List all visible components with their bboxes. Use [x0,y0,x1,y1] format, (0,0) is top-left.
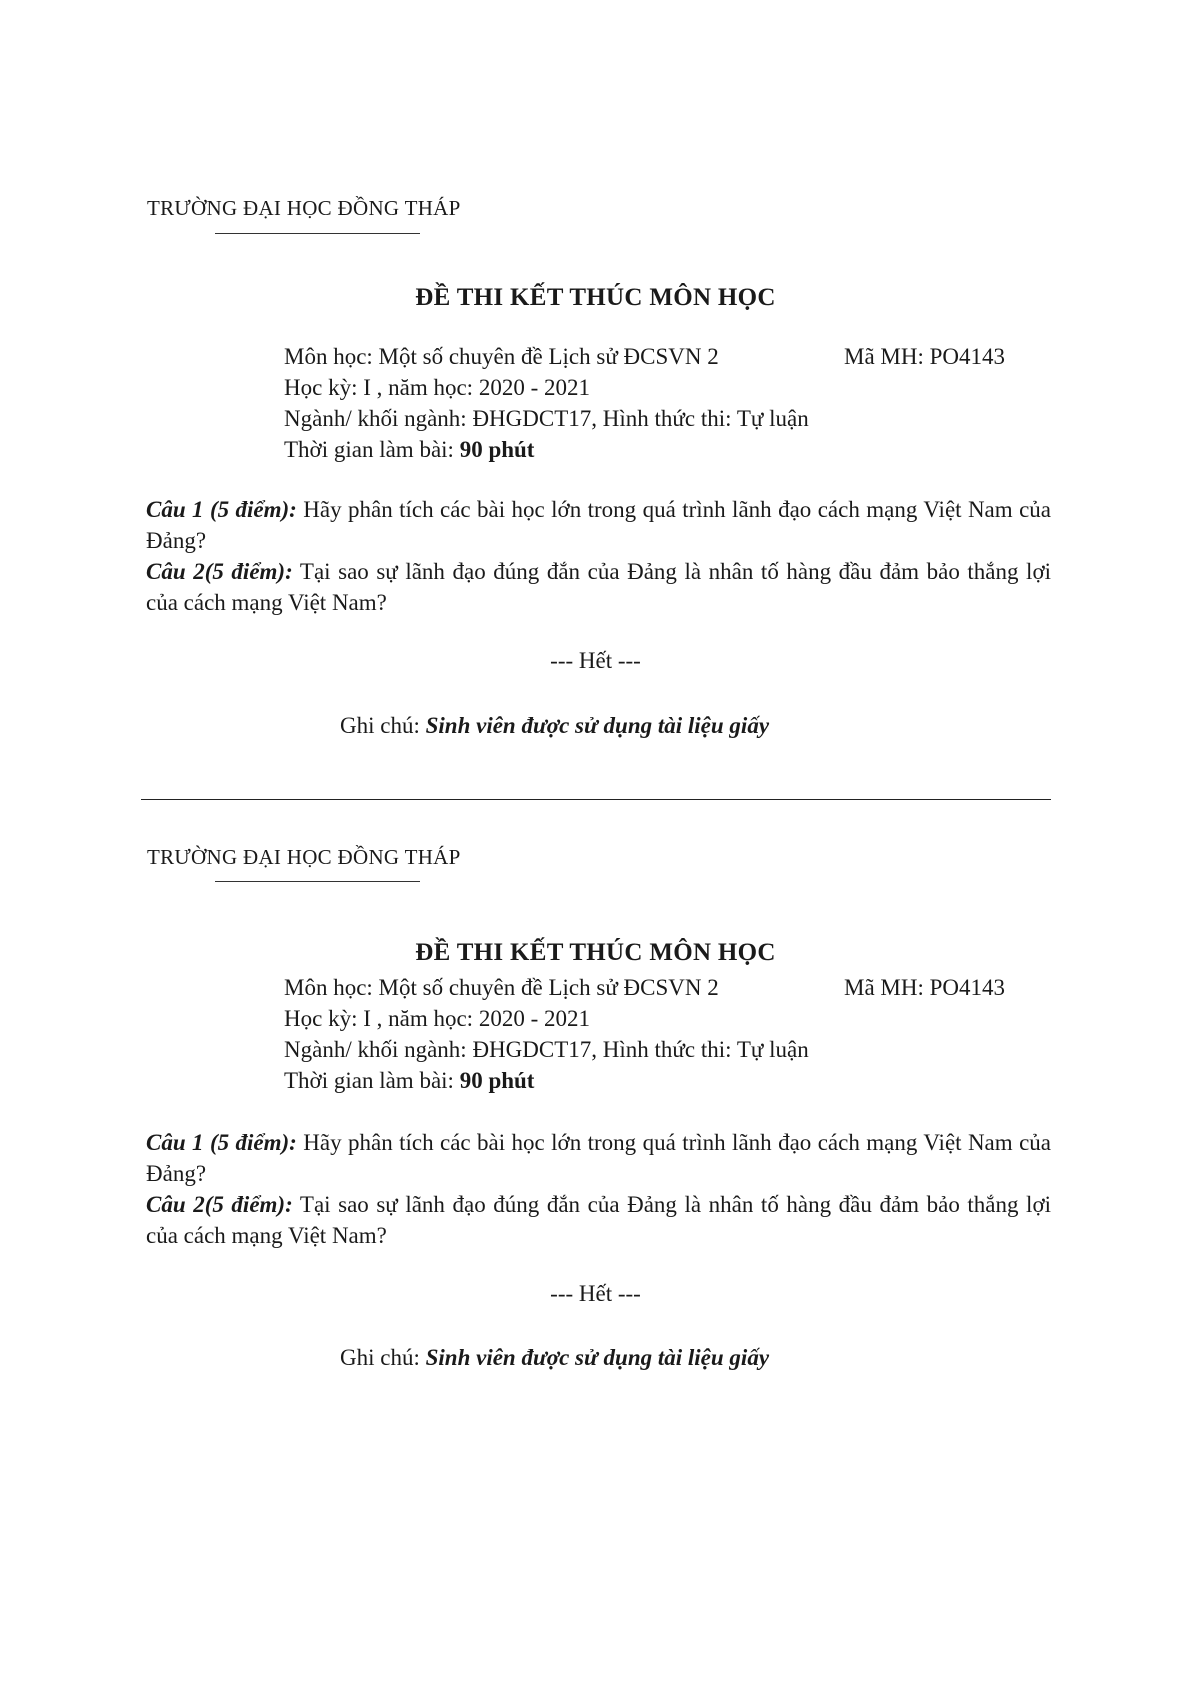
school-name: TRƯỜNG ĐẠI HỌC ĐỒNG THÁP [147,196,461,220]
time-line [284,434,809,465]
end-marker: --- Hết --- [550,648,641,673]
school-underline [215,233,420,234]
semester-line: Học kỳ: I , năm học: 2020 - 2021 [284,1006,590,1031]
note-text: Sinh viên được sử dụng tài liệu giấy [425,713,770,738]
major-line: Ngành/ khối ngành: ĐHGDCT17, Hình thức thi: Tự luận [284,1037,809,1062]
subject: Môn học: Một số chuyên đề Lịch sử ĐCSVN 2 [284,344,719,369]
exam-title: ĐỀ THI KẾT THÚC MÔN HỌC [415,284,776,311]
major-line: Ngành/ khối ngành: ĐHGDCT17, Hình thức thi: Tự luận [284,406,809,431]
question-1 [146,1127,1051,1189]
exam-title: ĐỀ THI KẾT THÚC MÔN HỌC [415,939,776,966]
question-1-text: Hãy phân tích các bài học lớn trong quá trình lãnh đạo cách mạng Việt Nam của Đảng? [146,497,1051,553]
question-2-text: Tại sao sự lãnh đạo đúng đắn của Đảng là nhân tố hàng đầu đảm bảo thắng lợi của cách mạng Việt Nam? [146,1192,1051,1248]
question-1-text: Hãy phân tích các bài học lớn trong quá trình lãnh đạo cách mạng Việt Nam của Đảng? [146,1130,1051,1186]
time-line [284,1065,809,1096]
subject: Môn học: Một số chuyên đề Lịch sử ĐCSVN 2 [284,975,719,1000]
note-label: Ghi chú: [340,1345,426,1370]
questions [146,494,1051,618]
question-1-label: Câu 1 (5 điểm): [146,497,297,522]
question-2-label: Câu 2(5 điểm): [146,1192,293,1217]
subject-line [284,972,1006,1003]
question-2 [146,556,1051,618]
time-value: 90 phút [459,1068,535,1093]
question-1-label: Câu 1 (5 điểm): [146,1130,297,1155]
exam-info [284,341,1006,465]
exam-info [284,972,1006,1096]
question-1 [146,494,1051,556]
course-code: Mã MH: PO4143 [844,344,1006,369]
time-label: Thời gian làm bài: [284,437,460,462]
end-marker: --- Hết --- [550,1281,641,1306]
subject-line [284,341,1006,372]
section-divider [141,799,1051,800]
note-label: Ghi chú: [340,713,426,738]
school-name: TRƯỜNG ĐẠI HỌC ĐỒNG THÁP [147,845,461,869]
question-2 [146,1189,1051,1251]
time-label: Thời gian làm bài: [284,1068,460,1093]
school-underline [215,881,420,882]
question-2-label: Câu 2(5 điểm): [146,559,293,584]
note [340,713,769,739]
note-text: Sinh viên được sử dụng tài liệu giấy [425,1345,770,1370]
question-2-text: Tại sao sự lãnh đạo đúng đắn của Đảng là nhân tố hàng đầu đảm bảo thắng lợi của cách mạng Việt Nam? [146,559,1051,615]
semester-line: Học kỳ: I , năm học: 2020 - 2021 [284,375,590,400]
note [340,1345,769,1371]
questions [146,1127,1051,1251]
time-value: 90 phút [459,437,535,462]
course-code: Mã MH: PO4143 [844,975,1006,1000]
